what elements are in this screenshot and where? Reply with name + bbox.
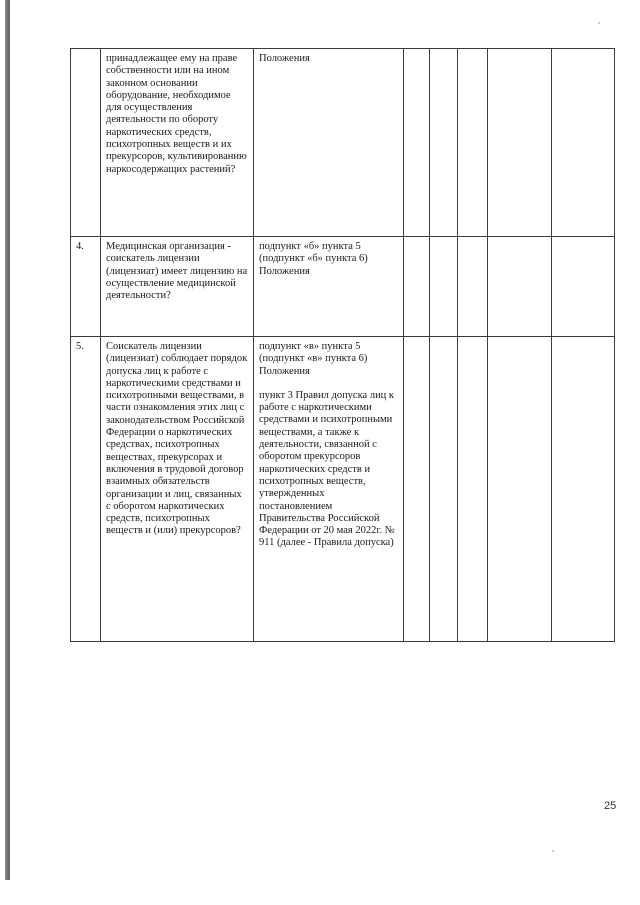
answer-na-cell <box>458 49 488 237</box>
reference-cell <box>254 237 404 337</box>
row-number: 5. <box>76 341 84 352</box>
answer-yes-cell <box>404 237 430 337</box>
answer-no-cell <box>430 337 458 642</box>
answer-na-cell <box>458 237 488 337</box>
reference-text: подпункт «в» пункта 5 (подпункт «в» пункта 6) Положения <box>259 341 368 377</box>
table-row <box>71 49 615 237</box>
comment-cell <box>552 337 615 642</box>
question-cell <box>101 49 254 237</box>
answer-na-cell <box>458 337 488 642</box>
scan-speck <box>552 850 554 852</box>
row-number-cell <box>71 337 101 642</box>
question-text: принадлежащее ему на праве собственности или на ином законном основании оборудование, необходимое для осуществления деятельности по обороту наркотических средств, психотропных веществ и их прекурсоров, культивированию наркосодержащих растений? <box>106 53 247 175</box>
question-cell <box>101 337 254 642</box>
question-text: Соискатель лицензии (лицензиат) соблюдает порядок допуска лиц к работе с наркотическими средствами и психотропными веществами, в части ознакомления этих лиц с законодательством Российской Федерации о наркотических средствах, психотропных веществах, прекурсорах и включения в трудовой договор взаимных обязательств организации и лиц, связанных с оборотом наркотических средств, психотропных веществ и (или) прекурсоров? <box>106 341 248 537</box>
scan-binding-edge <box>5 0 10 880</box>
answer-no-cell <box>430 49 458 237</box>
reference-text: подпункт «б» пункта 5 (подпункт «б» пункта 6) Положения <box>259 241 368 277</box>
notes-cell <box>488 49 552 237</box>
answer-yes-cell <box>404 49 430 237</box>
question-text: Медицинская организация - соискатель лицензии (лицензиат) имеет лицензию на осуществление медицинской деятельности? <box>106 241 248 302</box>
answer-yes-cell <box>404 337 430 642</box>
page-number: 25 <box>604 800 617 812</box>
answer-no-cell <box>430 237 458 337</box>
row-number-cell <box>71 49 101 237</box>
comment-cell <box>552 237 615 337</box>
comment-cell <box>552 49 615 237</box>
table-row <box>71 337 615 642</box>
scan-speck <box>598 22 600 24</box>
table-row <box>71 237 615 337</box>
notes-cell <box>488 237 552 337</box>
row-number-cell <box>71 237 101 337</box>
reference-text: пункт 3 Правил допуска лиц к работе с наркотическими средствами и психотропными веществами, а также к деятельности, связанной с оборотом прекурсоров наркотических средств и психотропных веществ, утвержденных постановлением Правительства Российской Федерации от 20 мая 2022г. № 911 (далее - Правила допуска) <box>259 389 395 549</box>
question-cell <box>101 237 254 337</box>
row-number: 4. <box>76 241 84 252</box>
checklist-table <box>70 48 615 642</box>
reference-cell <box>254 49 404 237</box>
notes-cell <box>488 337 552 642</box>
reference-text: Положения <box>259 53 310 64</box>
reference-cell <box>254 337 404 642</box>
